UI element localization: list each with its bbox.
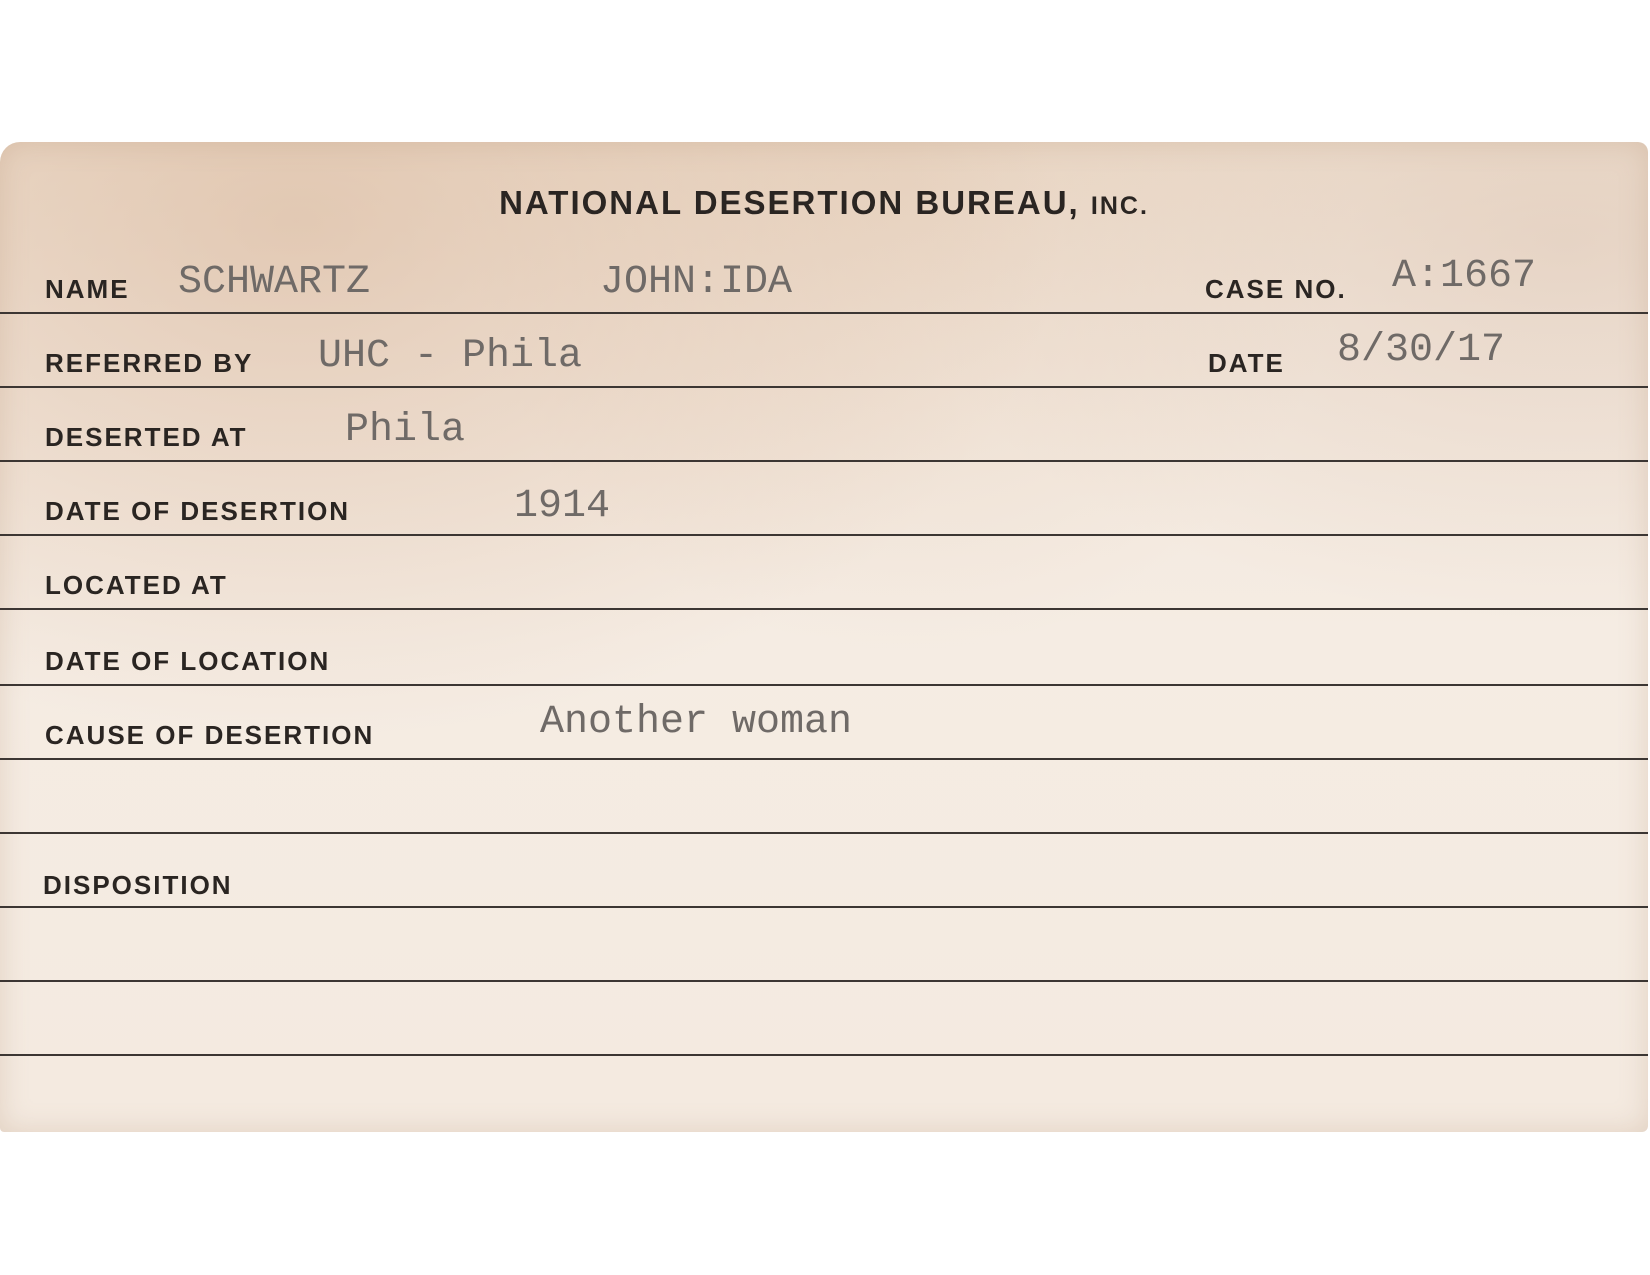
form-line: [0, 312, 1648, 314]
form-line: [0, 608, 1648, 610]
form-line: [0, 386, 1648, 388]
referred-by-label: REFERRED BY: [45, 348, 254, 378]
name-given-value: JOHN:IDA: [600, 260, 793, 305]
name-surname-value: SCHWARTZ: [178, 260, 371, 305]
form-line: [0, 758, 1648, 760]
form-line: [0, 832, 1648, 834]
form-line: [0, 1054, 1648, 1056]
deserted-at-label: DESERTED AT: [45, 422, 248, 452]
form-line: [0, 980, 1648, 982]
date-of-desertion-label: DATE OF DESERTION: [45, 496, 351, 526]
form-line: [0, 684, 1648, 686]
case-no-label: CASE NO.: [1205, 274, 1347, 304]
disposition-label: DISPOSITION: [43, 870, 233, 900]
date-of-desertion-value: 1914: [514, 484, 611, 529]
date-label: DATE: [1208, 348, 1285, 378]
form-line: [0, 534, 1648, 536]
index-card: [0, 142, 1648, 1132]
form-line: [0, 906, 1648, 908]
cause-of-desertion-label: CAUSE OF DESERTION: [45, 720, 375, 750]
name-label: NAME: [45, 274, 130, 304]
case-no-value: A:1667: [1392, 254, 1537, 299]
deserted-at-value: Phila: [345, 408, 466, 453]
card-title-suffix: INC.: [1090, 192, 1149, 220]
date-of-location-label: DATE OF LOCATION: [45, 646, 331, 676]
cause-of-desertion-value: Another woman: [540, 700, 853, 745]
referred-by-value: UHC - Phila: [318, 334, 583, 379]
card-title: [0, 184, 1648, 222]
located-at-label: LOCATED AT: [45, 570, 228, 600]
date-value: 8/30/17: [1337, 328, 1506, 373]
form-line: [0, 460, 1648, 462]
card-title-main: NATIONAL DESERTION BUREAU,: [499, 184, 1080, 221]
